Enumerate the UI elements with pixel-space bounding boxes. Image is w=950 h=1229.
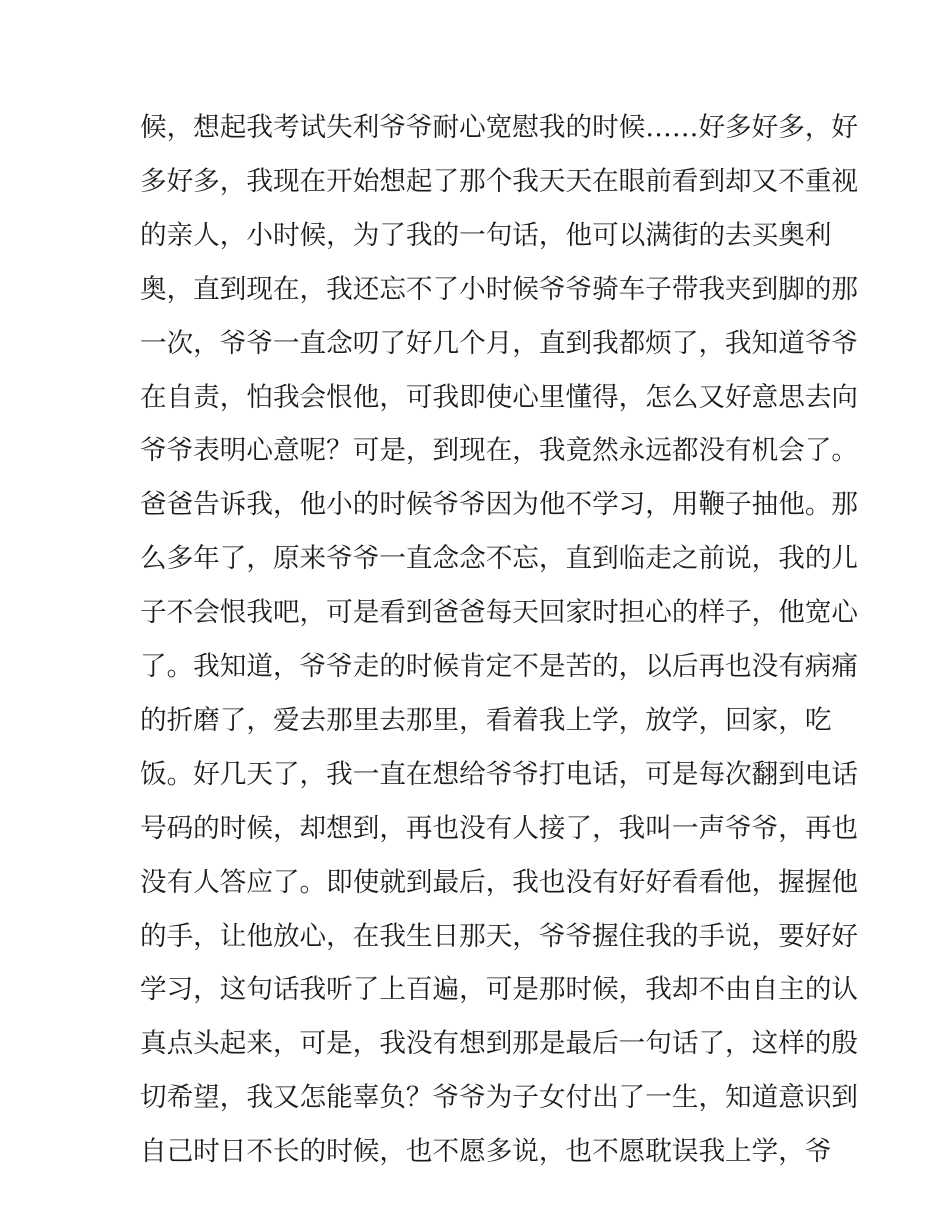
text-line: 奥，直到现在，我还忘不了小时候爷爷骑车子带我夹到脚的那	[140, 273, 859, 305]
text-line: 候，想起我考试失利爷爷耐心宽慰我的时候……好多好多，好	[140, 112, 859, 143]
text-line: 了。我知道，爷爷走的时候肯定不是苦的，以后再也没有病痛	[140, 651, 859, 682]
text-line: 么多年了，原来爷爷一直念念不忘，直到临走之前说，我的儿	[140, 543, 859, 575]
text-line: 在自责，怕我会恨他，可我即使心里懂得，怎么又好意思去向	[140, 381, 859, 413]
text-line: 号码的时候，却想到，再也没有人接了，我叫一声爷爷，再也	[140, 812, 859, 844]
text-line: 爷爷表明心意呢？可是，到现在，我竟然永远都没有机会了。	[140, 435, 859, 467]
text-line: 多好多，我现在开始想起了那个我天天在眼前看到却又不重视	[140, 165, 859, 197]
text-line: 自己时日不长的时候，也不愿多说，也不愿耽误我上学，爷	[140, 1136, 832, 1168]
text-line: 学习，这句话我听了上百遍，可是那时候，我却不由自主的认	[140, 974, 859, 1006]
text-line: 一次，爷爷一直念叨了好几个月，直到我都烦了，我知道爷爷	[140, 327, 859, 359]
text-line: 子不会恨我吧，可是看到爸爸每天回家时担心的样子，他宽心	[140, 597, 859, 629]
text-line: 没有人答应了。即使就到最后，我也没有好好看看他，握握他	[140, 866, 859, 898]
text-line: 的折磨了，爱去那里去那里，看着我上学，放学，回家，吃	[140, 704, 832, 736]
text-line: 的亲人，小时候，为了我的一句话，他可以满街的去买奥利	[140, 219, 832, 251]
text-line: 真点头起来，可是，我没有想到那是最后一句话了，这样的殷	[140, 1028, 859, 1060]
text-line: 切希望，我又怎能辜负？爷爷为子女付出了一生，知道意识到	[140, 1082, 859, 1114]
text-line: 的手，让他放心，在我生日那天，爷爷握住我的手说，要好好	[140, 920, 859, 952]
text-line: 爸爸告诉我，他小的时候爷爷因为他不学习，用鞭子抽他。那	[140, 489, 859, 521]
text-line: 饭。好几天了，我一直在想给爷爷打电话，可是每次翻到电话	[140, 758, 859, 790]
